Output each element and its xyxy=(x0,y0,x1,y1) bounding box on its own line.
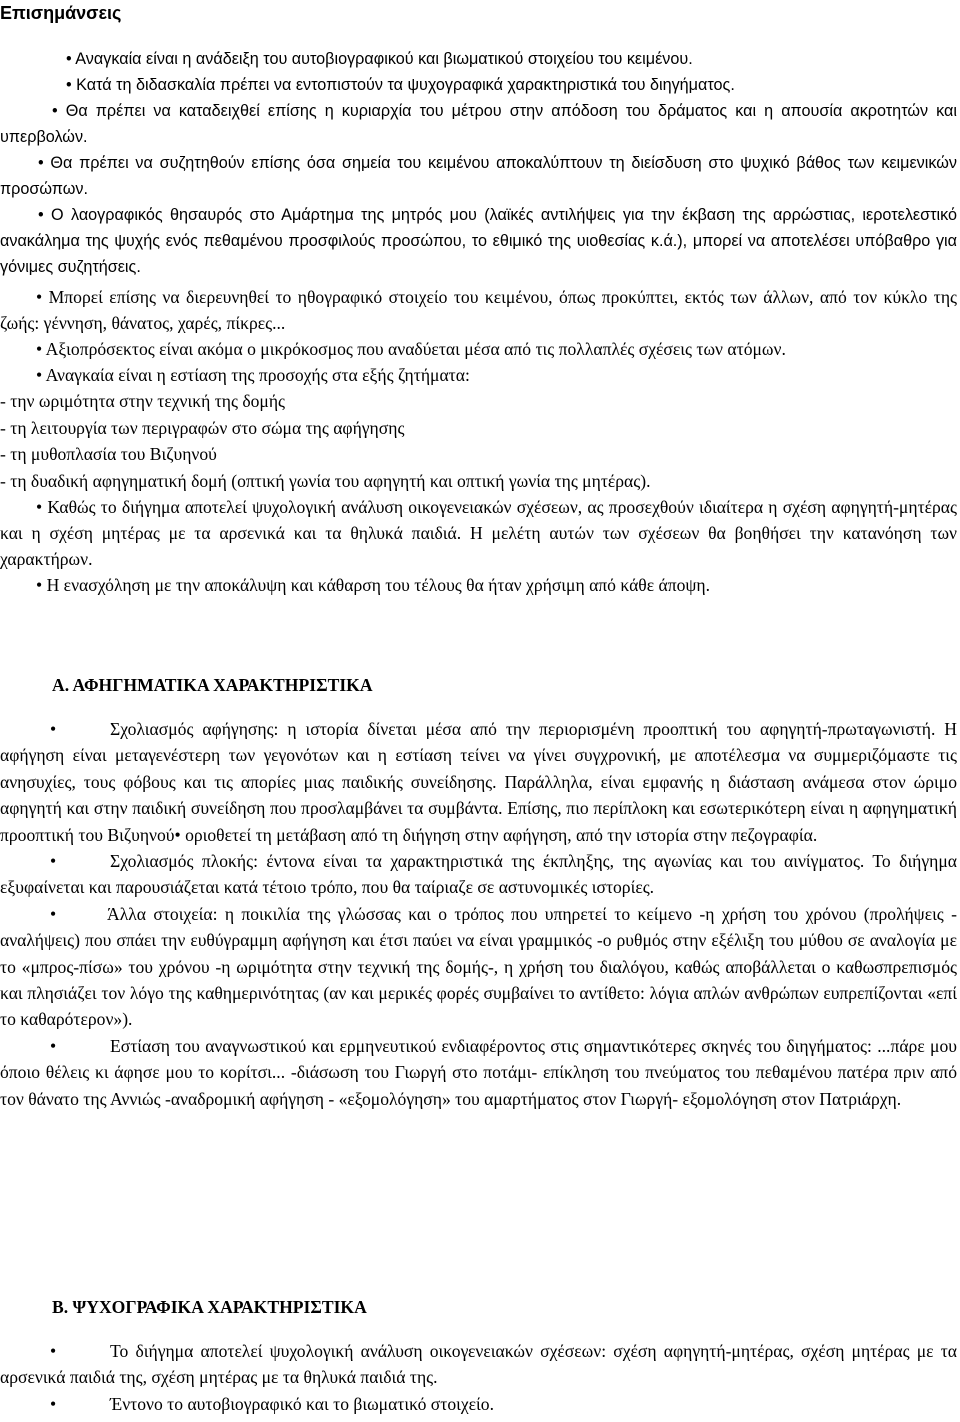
list-item: • Θα πρέπει να συζητηθούν επίσης όσα σημεία του κειμένου αποκαλύπτουν τη διείσδυση στο ψυχικό βάθος των κειμενικών προσώπων. xyxy=(0,154,958,198)
list-item: • Αναγκαία είναι η ανάδειξη του αυτοβιογραφικού και βιωματικού στοιχείου του κειμένου. xyxy=(66,50,693,68)
list-item: • Κατά τη διδασκαλία πρέπει να εντοπιστούν τα ψυχογραφικά χαρακτηριστικά του διηγήματος. xyxy=(66,76,735,94)
section-b-body xyxy=(0,1338,957,1417)
section-a-paragraph: • Σχολιασμός αφήγησης: η ιστορία δίνεται μέσα από την περιορισμένη προοπτική του αφηγητή-πρωταγωνιστή. Η αφήγηση είναι μεταγενέστερη των γεγονότων και η εστίαση τείνει να γίνει συγχρονική, με αποτέλεσμα να συμμεριζόμαστε τις ανησυχίες, τους φόβους και τις απορίες μιας παιδικής συνείδησης. Παράλληλα, είναι εμφανής η διάσταση ανάμεσα στον ώριμο αφηγητή και στην παιδική συνείδηση που προσλαμβάνει τα συμβάντα. Επίσης, πιο περίπλοκη και εσωτερικότερη είναι η αφηγηματική προοπτική του Βιζυηνού• οριοθετεί τη μετάβαση από τη διήγηση στην αφήγηση, από την ιστορία στην πεζογραφία. xyxy=(0,719,957,845)
focus-item: - τη δυαδική αφηγηματική δομή (οπτική γωνία του αφηγητή και οπτική γωνία της μητέρας). xyxy=(0,470,651,491)
section-a-paragraph: • Άλλα στοιχεία: η ποικιλία της γλώσσας και ο τρόπος που υπηρετεί το κείμενο -η χρήση του χρόνου (προλήψεις - αναλήψεις) που σπάει την ευθύγραμμη αφήγηση και έτσι παύει να είναι γραμμικός -ο ρυθμός στην εξέλιξη του μύθου σε αναλογία με το «μπρος-πίσω» του χρόνου -η ωριμότητα στην τεχνική της δομής-, η χρήση του διαλόγου, καθώς αποβάλλεται ο καθωσπρεπισμός και πλησιάζει τον λόγο της καθημερινότητας (αν και μερικές φορές συμβαίνει το αντίθετο: λόγια απλών ανθρώπων ευπρεπίζονται «επί το καθαρότερον»). xyxy=(0,903,957,1030)
section-b-heading: Β. ΨΥΧΟΓΡΑΦΙΚΑ ΧΑΡΑΚΤΗΡΙΣΤΙΚΑ xyxy=(52,1297,367,1317)
page-title: Επισημάνσεις xyxy=(0,3,122,23)
notes-serif xyxy=(0,284,957,598)
section-a-paragraph: • Εστίαση του αναγνωστικού και ερμηνευτικού ενδιαφέροντος στις σημαντικότερες σκηνές του διηγήματος: ...πάρε μου όποιο θέλεις κι άφησε μου το κορίτσι... -διάσωση του Γιωργή στο ποτάμι- επίκληση του πνεύματος του πεθαμένου πατέρα πριν από τον θάνατο της Αννιώς -αναδρομική αφήγηση - «εξομολόγηση» του αμαρτήματος στον Γιωργή- εξομολόγηση στον Πατριάρχη. xyxy=(0,1035,957,1109)
list-item: • Η ενασχόληση με την αποκάλυψη και κάθαρση του τέλους θα ήταν χρήσιμη από κάθε άποψη. xyxy=(36,575,711,596)
section-b-paragraph: • Έντονο το αυτοβιογραφικό και το βιωματικό στοιχείο. xyxy=(50,1393,494,1414)
section-a-heading: Α. ΑΦΗΓΗΜΑΤΙΚΑ ΧΑΡΑΚΤΗΡΙΣΤΙΚΑ xyxy=(52,675,373,695)
section-a-paragraph: • Σχολιασμός πλοκής: έντονα είναι τα χαρακτηριστικά της έκπληξης, της αγωνίας και του αινίγματος. Το διήγημα εξυφαίνεται και παρουσιάζεται κατά τέτοιο τρόπο, που θα ταίριαζε σε αστυνομικές ιστορίες. xyxy=(0,851,957,898)
section-a-body xyxy=(0,716,957,1112)
list-item: • Μπορεί επίσης να διερευνηθεί το ηθογραφικό στοιχείο του κειμένου, όπως προκύπτει, εκτός των άλλων, από τον κύκλο της ζωής: γέννηση, θάνατος, χαρές, πίκρες... xyxy=(0,287,957,333)
focus-item: - τη μυθοπλασία του Βιζυηνού xyxy=(0,444,217,465)
focus-item: - τη λειτουργία των περιγραφών στο σώμα της αφήγησης xyxy=(0,417,405,438)
list-item: • Αναγκαία είναι η εστίαση της προσοχής στα εξής ζητήματα: xyxy=(36,365,470,385)
focus-item: - την ωριμότητα στην τεχνική της δομής xyxy=(0,391,286,411)
list-item: • Αξιοπρόσεκτος είναι ακόμα ο μικρόκοσμος που αναδύεται μέσα από τις πολλαπλές σχέσεις των ατόμων. xyxy=(36,339,786,359)
section-b-paragraph: • Το διήγημα αποτελεί ψυχολογική ανάλυση οικογενειακών σχέσεων: σχέση αφηγητή-μητέρας, σχέση μητέρας με τα αρσενικά παιδιά της, σχέση μητέρας με τα θηλυκά παιδιά της. xyxy=(0,1341,957,1388)
list-item: • Καθώς το διήγημα αποτελεί ψυχολογική ανάλυση οικογενειακών σχέσεων, ας προσεχθούν ιδιαίτερα η σχέση αφηγητή-μητέρας και η σχέση μητέρας με τα αρσενικά και τα θηλυκά παιδιά. Η μελέτη αυτών των σχέσεων θα βοηθήσει την κατανόηση των χαρακτήρων. xyxy=(0,497,957,570)
list-item: • Ο λαογραφικός θησαυρός στο Αμάρτημα της μητρός μου (λαϊκές αντιλήψεις για την έκβαση της αρρώστιας, ιεροτελεστικό ανακάλημα της ψυχής ενός πεθαμένου προσφιλούς προσώπου, το εθιμικό της υιοθεσίας κ.ά.), μπορεί να αποτελέσει υπόβαθρο για γόνιμες συζητήσεις. xyxy=(0,206,958,276)
list-item: • Θα πρέπει να καταδειχθεί επίσης η κυριαρχία του μέτρου στην απόδοση του δράματος και η απουσία ακροτητών και υπερβολών. xyxy=(0,102,957,146)
notes-list xyxy=(0,46,957,280)
